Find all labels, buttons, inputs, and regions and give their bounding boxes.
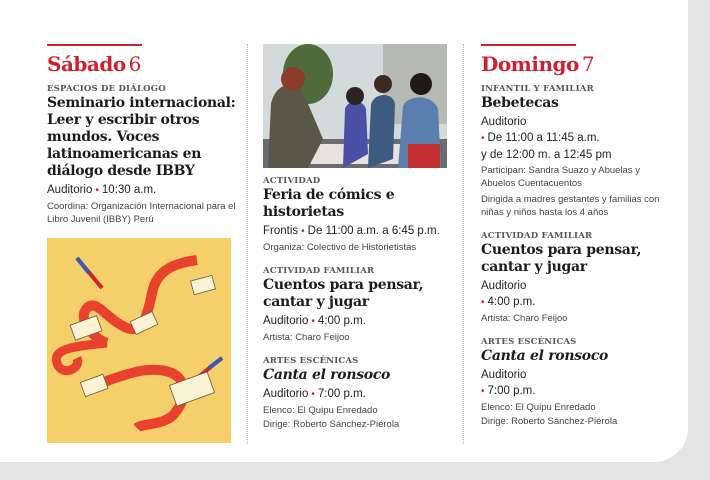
- event-when: [481, 383, 676, 400]
- event-note: Dirige: Roberto Sánchez-Piérola: [263, 419, 400, 430]
- event-title: Feria de cómics e historietas: [263, 187, 395, 220]
- event-category: ACTIVIDAD FAMILIAR: [481, 231, 593, 241]
- event-venue: Auditorio: [481, 369, 527, 381]
- photo-book-stand: [263, 44, 447, 168]
- event-category: ACTIVIDAD: [263, 176, 321, 186]
- event-category: INFANTIL Y FAMILIAR: [481, 84, 594, 94]
- event-time: 4:00 p.m.: [487, 296, 536, 308]
- event-category: ACTIVIDAD FAMILIAR: [263, 266, 375, 276]
- event-when: [263, 386, 455, 403]
- column-divider: [247, 44, 248, 444]
- bullet-dot-icon: •: [481, 386, 485, 397]
- bullet-dot-icon: •: [95, 185, 99, 196]
- bullet-dot-icon: •: [301, 226, 305, 237]
- day-name: Sábado: [47, 52, 126, 76]
- day-heading-sunday: [481, 52, 676, 76]
- column-divider: [463, 44, 464, 444]
- event-venue: Frontis: [263, 225, 299, 237]
- event-venue: Auditorio: [481, 280, 527, 292]
- saturday-continued-column: [263, 44, 455, 443]
- event-note: Organiza: Colectivo de Historietistas: [263, 242, 417, 253]
- event-when: [263, 223, 455, 240]
- event-time: 7:00 p.m.: [317, 388, 366, 400]
- bullet-dot-icon: •: [311, 389, 315, 400]
- event-venue: Auditorio: [263, 388, 309, 400]
- event-canta-ronsoco: [263, 356, 455, 431]
- day-number: 7: [581, 52, 595, 76]
- event-time: 7:00 p.m.: [487, 385, 536, 397]
- event-note: Dirige: Roberto Sánchez-Piérola: [481, 416, 618, 427]
- illustration-books-ribbon: [47, 238, 231, 443]
- event-note: Artista: Charo Feijoo: [481, 313, 568, 324]
- event-title: Bebetecas: [481, 95, 559, 111]
- event-time: 4:00 p.m.: [317, 315, 366, 327]
- event-when: [481, 294, 676, 311]
- event-time-extra: y de 12:00 m. a 12:45 pm: [481, 149, 612, 161]
- event-seminario: [47, 84, 237, 226]
- event-bebetecas: [481, 84, 676, 219]
- event-when: [263, 313, 455, 330]
- event-note: Elenco: El Quipu Enredado: [263, 405, 378, 416]
- day-name: Domingo: [481, 52, 579, 76]
- event-cuentos: [481, 231, 676, 325]
- bullet-dot-icon: •: [311, 316, 315, 327]
- day-rule: [47, 44, 142, 46]
- event-note: Artista: Charo Feijoo: [263, 332, 350, 343]
- bullet-dot-icon: •: [481, 297, 485, 308]
- event-time: De 11:00 a.m. a 6:45 p.m.: [307, 225, 440, 237]
- event-when: [481, 130, 676, 147]
- event-venue: Auditorio: [263, 315, 309, 327]
- event-when: [47, 182, 237, 199]
- event-time: 10:30 a.m.: [101, 184, 157, 196]
- event-title: Cuentos para pensar, cantar y jugar: [481, 242, 642, 275]
- day-number: 6: [128, 52, 141, 76]
- event-note: Elenco: El Quipu Enredado: [481, 402, 596, 413]
- bullet-dot-icon: •: [481, 133, 485, 144]
- event-title: Canta el ronsoco: [263, 367, 391, 383]
- event-title: Cuentos para pensar, cantar y jugar: [263, 277, 424, 310]
- event-note: Dirigida a madres gestantes y familias con niñas y niños hasta los 4 años: [481, 194, 660, 218]
- event-note: Participan: Sandra Suazo y Abuelas y Abuelos Cuentacuentos: [481, 165, 640, 189]
- event-category: ARTES ESCÉNICAS: [481, 337, 577, 347]
- day-rule: [481, 44, 576, 46]
- event-title: Canta el ronsoco: [481, 348, 609, 364]
- sunday-column: [481, 44, 676, 440]
- event-category: ESPACIOS DE DIÁLOGO: [47, 84, 166, 94]
- event-venue: Auditorio: [47, 184, 93, 196]
- event-venue: Auditorio: [481, 116, 527, 128]
- saturday-column: [47, 44, 237, 443]
- ribbon-illustration-icon: [47, 238, 231, 443]
- photo-people-icon: [263, 44, 447, 168]
- day-heading-saturday: [47, 52, 237, 76]
- event-feria-comics: [263, 176, 455, 254]
- event-note: Coordina: Organización Internacional para el Libro Juvenil (IBBY) Perú: [47, 201, 236, 225]
- event-cuentos: [263, 266, 455, 344]
- event-title: Seminario internacional: Leer y escribir otros mundos. Voces latinoamericanas en diálogo desde IBBY: [47, 95, 236, 179]
- event-canta-ronsoco: [481, 337, 676, 428]
- event-category: ARTES ESCÉNICAS: [263, 356, 359, 366]
- event-time: De 11:00 a 11:45 a.m.: [487, 132, 600, 144]
